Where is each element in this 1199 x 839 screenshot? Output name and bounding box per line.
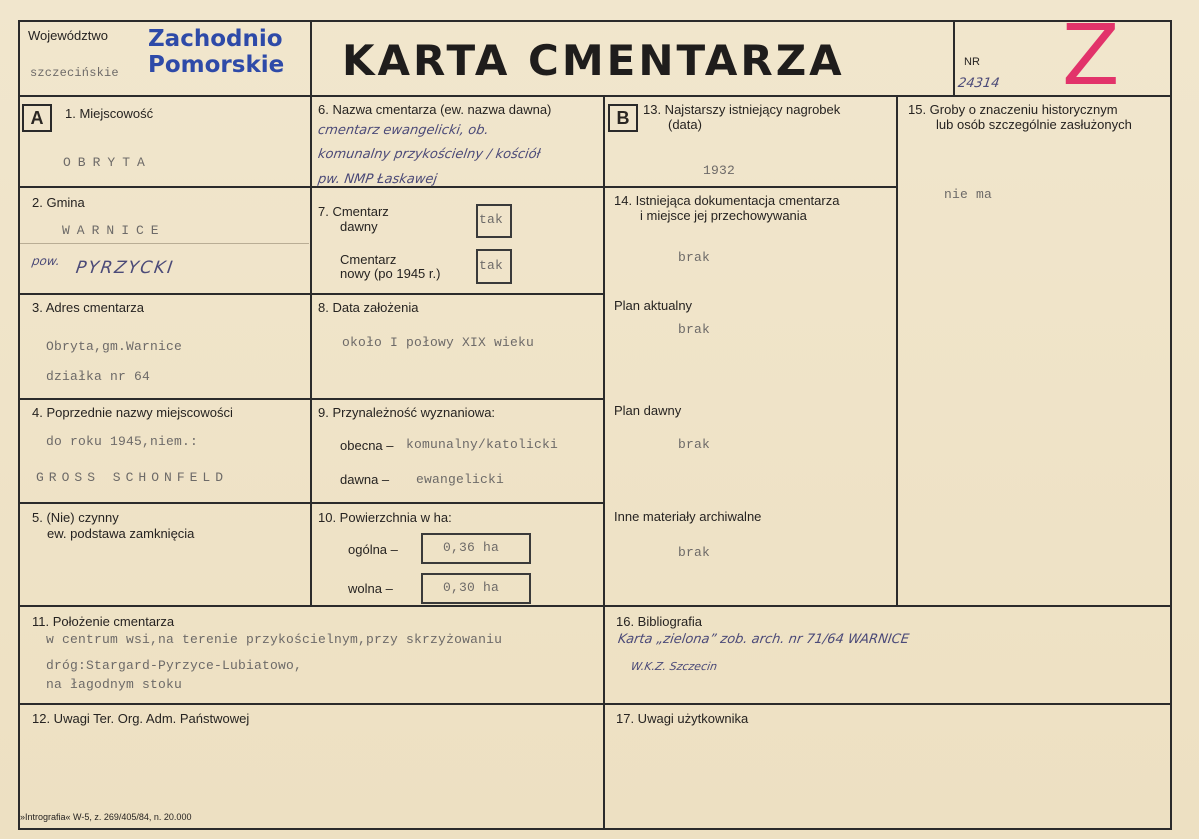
- field-7-label2: Cmentarz: [340, 252, 397, 267]
- frame-left: [18, 20, 20, 830]
- field-5-label-line2: ew. podstawa zamknięcia: [47, 526, 195, 541]
- field-9-obecna-value: komunalny/katolicki: [406, 437, 559, 452]
- field-12-label: 12. Uwagi Ter. Org. Adm. Państwowej: [32, 711, 250, 726]
- field-3-line1: Obryta,gm.Warnice: [46, 339, 183, 354]
- frame-right: [1170, 20, 1172, 830]
- field-4-label: 4. Poprzednie nazwy miejscowości: [32, 405, 233, 420]
- field-16-hand2: W.K.Z. Szczecin: [630, 660, 719, 673]
- field-11-line1: w centrum wsi,na terenie przykościelnym,przy skrzyżowaniu: [46, 632, 503, 647]
- row-line-3: [18, 398, 604, 400]
- field-15-value: nie ma: [944, 187, 993, 202]
- field-4-line2: GROSS SCHONFELD: [36, 470, 229, 485]
- field-10-wolna-value: 0,30 ha: [443, 580, 500, 595]
- footer-imprint: »Intrografia« W-5, z. 269/405/84, n. 20.000: [20, 812, 192, 822]
- field-5-label-line1: 5. (Nie) czynny: [32, 510, 119, 525]
- field-7-label1b: dawny: [340, 219, 378, 234]
- field-10-wolna-label: wolna –: [348, 581, 393, 596]
- field-17-label: 17. Uwagi użytkownika: [616, 711, 749, 726]
- field-14-value: brak: [678, 250, 711, 265]
- field-2-label: 2. Gmina: [32, 195, 85, 210]
- field-4-line1: do roku 1945,niem.:: [46, 434, 199, 449]
- field-13-value: 1932: [703, 163, 736, 178]
- wojewodztwo-printed: szczecińskie: [30, 66, 119, 80]
- field-14-label-line1: 14. Istniejąca dokumentacja cmentarza: [614, 193, 840, 208]
- field-11-line3: na łagodnym stoku: [46, 677, 183, 692]
- field-14-inne-value: brak: [678, 545, 711, 560]
- field-10-ogolna-value: 0,36 ha: [443, 540, 500, 555]
- field-14-plan-dawny-value: brak: [678, 437, 711, 452]
- field-9-dawna-label: dawna –: [340, 472, 390, 487]
- wojewodztwo-stamp-line1: Zachodnio: [148, 26, 283, 52]
- field-3-label: 3. Adres cmentarza: [32, 300, 144, 315]
- corner-mark: Z: [1062, 6, 1120, 104]
- field-6-label: 6. Nazwa cmentarza (ew. nazwa dawna): [318, 102, 552, 117]
- row-line-2: [18, 293, 604, 295]
- wojewodztwo-label: Województwo: [28, 28, 108, 43]
- frame-top: [18, 20, 1172, 22]
- field-6-hand2: komunalny przykościelny / kościół: [316, 147, 542, 162]
- section-b-box: B: [608, 104, 638, 132]
- field-9-obecna-label: obecna –: [340, 438, 394, 453]
- field-14-plan-dawny-label: Plan dawny: [614, 403, 682, 418]
- field-9-dawna-value: ewangelicki: [416, 472, 505, 487]
- field-2-value: WARNICE: [62, 223, 166, 238]
- field-13-label-line2: (data): [668, 117, 702, 132]
- field-15-label-line1: 15. Groby o znaczeniu historycznym: [908, 102, 1118, 117]
- row-line-14: [604, 186, 897, 188]
- field-11-line2: dróg:Stargard-Pyrzyce-Lubiatowo,: [46, 658, 303, 673]
- field-7-label1: 7. Cmentarz: [318, 204, 389, 219]
- field-14-label-line2: i miejsce jej przechowywania: [640, 208, 807, 223]
- field-14-inne-label: Inne materiały archiwalne: [614, 509, 762, 524]
- field-16-label: 16. Bibliografia: [616, 614, 702, 629]
- field-8-value: około I połowy XIX wieku: [342, 335, 535, 350]
- wojewodztwo-stamp-line2: Pomorskie: [148, 52, 285, 78]
- field-13-label-line1: 13. Najstarszy istniejący nagrobek: [643, 102, 841, 117]
- row-line-4: [18, 502, 604, 504]
- header-divider-2: [953, 20, 955, 96]
- field-15-label-line2: lub osób szczególnie zasłużonych: [936, 117, 1132, 132]
- page-title: KARTA CMENTARZA: [342, 36, 845, 85]
- header-divider-1: [310, 20, 312, 96]
- nr-value: 24314: [956, 76, 1001, 91]
- field-16-hand1: Karta „zielona” zob. arch. nr 71/64 WARNICE: [616, 632, 910, 647]
- field-2-pow-value: PYRZYCKI: [74, 258, 176, 278]
- header-bottom-line: [18, 95, 1172, 97]
- field-14-plan-aktualny-label: Plan aktualny: [614, 298, 693, 313]
- field-1-value: OBRYTA: [63, 155, 152, 170]
- section-a-box: A: [22, 104, 52, 132]
- row-line-5: [18, 605, 1172, 607]
- field-6-hand3: pw. NMP Łaskawej: [316, 172, 439, 187]
- field-8-label: 8. Data założenia: [318, 300, 419, 315]
- field-6-hand1: cmentarz ewangelicki, ob.: [316, 123, 490, 138]
- gmina-underline: [20, 243, 309, 244]
- field-14-plan-aktualny-value: brak: [678, 322, 711, 337]
- field-10-ogolna-label: ogólna –: [348, 542, 398, 557]
- col-divider-2: [603, 95, 605, 828]
- row-line-6: [18, 703, 1172, 705]
- nr-label: NR: [964, 56, 980, 68]
- field-2-pow-prefix: pow.: [31, 254, 61, 268]
- col-divider-3: [896, 95, 898, 606]
- row-line-1: [18, 186, 604, 188]
- field-11-label: 11. Położenie cmentarza: [32, 614, 175, 629]
- field-7-nowy-value: tak: [479, 258, 504, 273]
- field-3-line2: działka nr 64: [46, 369, 151, 384]
- field-9-label: 9. Przynależność wyznaniowa:: [318, 405, 496, 420]
- frame-bottom: [18, 828, 1172, 830]
- field-7-dawny-value: tak: [479, 212, 504, 227]
- field-7-label2b: nowy (po 1945 r.): [340, 266, 441, 281]
- field-1-label: 1. Miejscowość: [65, 106, 154, 121]
- field-10-label: 10. Powierzchnia w ha:: [318, 510, 452, 525]
- col-divider-1: [310, 95, 312, 606]
